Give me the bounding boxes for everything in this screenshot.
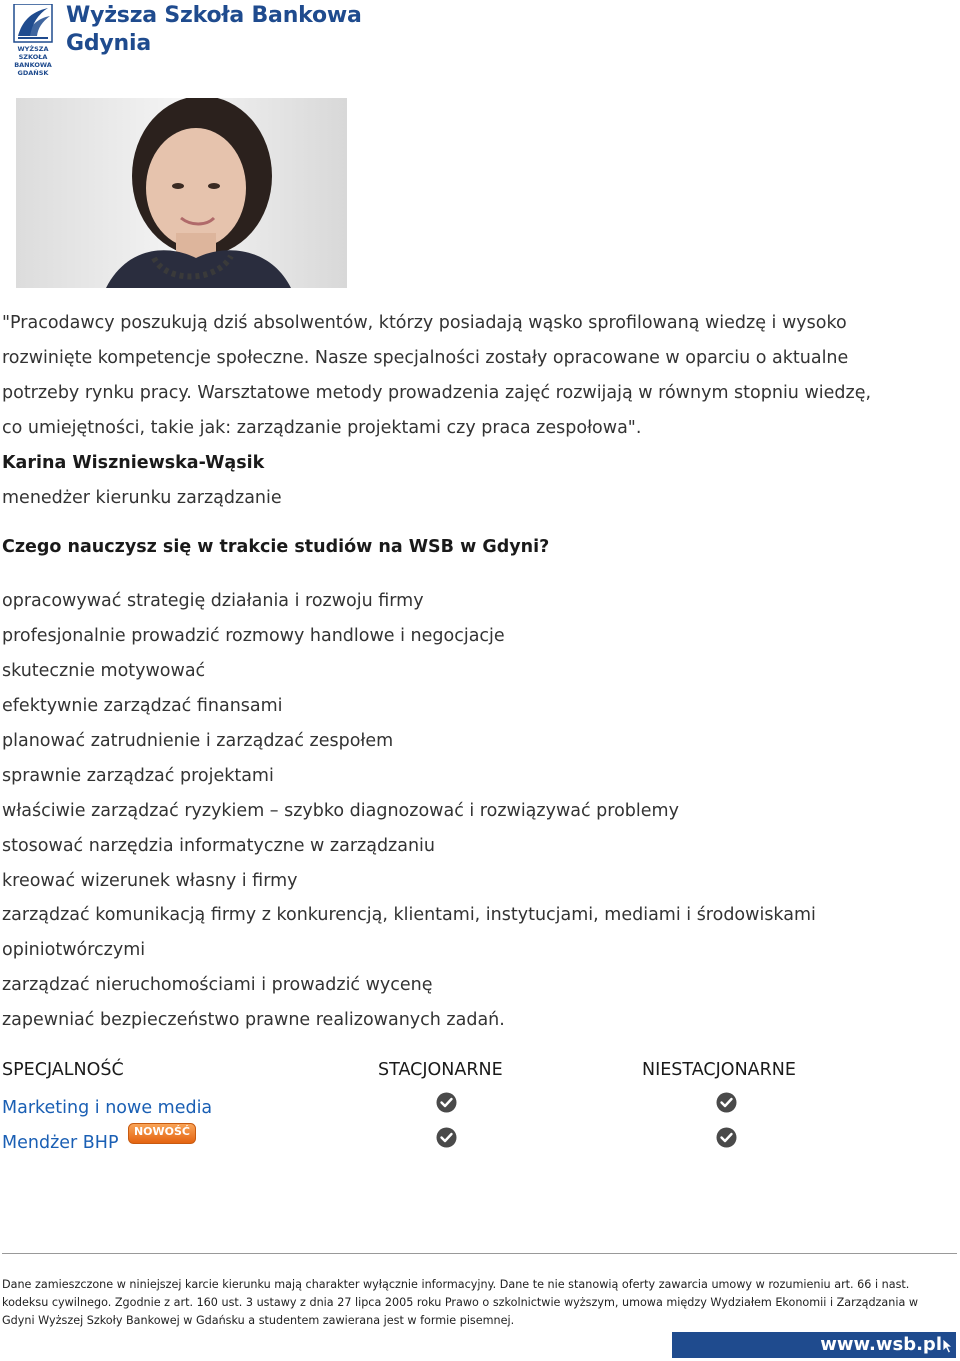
logo-small-line-2: BANKOWA	[14, 61, 52, 69]
quote-line-3: potrzeby rynku pracy. Warsztatowe metody prowadzenia zajęć rozwijają w równym stopniu wiedzę,	[2, 383, 872, 403]
skill-item: opracowywać strategię działania i rozwoju firmy	[2, 591, 424, 611]
skill-item: profesjonalnie prowadzić rozmowy handlowe i negocjacje	[2, 626, 505, 646]
skill-item: sprawnie zarządzać projektami	[2, 766, 274, 786]
wsb-logo-mark	[8, 4, 58, 77]
wsb-logo-title	[66, 2, 362, 58]
quote-author-role: menedżer kierunku zarządzanie	[2, 488, 282, 508]
quote-line-1: "Pracodawcy poszukują dziś absolwentów, którzy posiadają wąsko sprofilowaną wiedzę i wysoko	[2, 313, 847, 333]
skill-item: zarządzać komunikacją firmy z konkurencją, klientami, instytucjami, mediami i środowiskami	[2, 905, 816, 925]
footer-disclaimer-line-2: kodeksu cywilnego. Zgodnie z art. 160 ust. 3 ustawy z dnia 27 lipca 2005 roku Prawo o szkolnictwie wyższym, umowa między Wydziałem Ekonomii i Zarządzania w	[2, 1296, 919, 1309]
table-header-full-time: STACJONARNE	[378, 1060, 503, 1080]
specialization-link-marketing[interactable]: Marketing i nowe media	[2, 1098, 213, 1118]
table-header-specialization: SPECJALNOŚĆ	[2, 1060, 124, 1080]
new-badge	[128, 1123, 196, 1144]
skill-item: zapewniać bezpieczeństwo prawne realizowanych zadań.	[2, 1010, 505, 1030]
logo-title-line-1: Wyższa Szkoła Bankowa	[66, 3, 362, 28]
check-circle-icon	[716, 1092, 737, 1117]
section-heading: Czego nauczysz się w trakcie studiów na WSB w Gdyni?	[2, 537, 550, 557]
footer-disclaimer-line-1: Dane zamieszczone w niniejszej karcie kierunku mają charakter wyłącznie informacyjny. Dane te nie stanowią oferty zawarcia umowy w rozumieniu art. 66 i nast.	[2, 1278, 910, 1291]
pointer-cursor-icon	[942, 1338, 954, 1358]
check-circle-icon	[436, 1092, 457, 1117]
specialization-link-bhp[interactable]: Mendżer BHP	[2, 1133, 119, 1153]
skill-item: opiniotwórczymi	[2, 940, 146, 960]
check-circle-icon	[716, 1127, 737, 1152]
portrait-photo	[16, 98, 347, 288]
skill-item: zarządzać nieruchomościami i prowadzić wycenę	[2, 975, 433, 995]
quote-author: Karina Wiszniewska-Wąsik	[2, 453, 265, 473]
footer-disclaimer-line-3: Gdyni Wyższej Szkoły Bankowej w Gdańsku a studentem zawierana jest w formie pisemnej.	[2, 1314, 515, 1327]
logo-title-line-2: Gdynia	[66, 31, 151, 56]
skill-item: skutecznie motywować	[2, 661, 206, 681]
logo-small-line-1: WYŻSZA SZKOŁA	[17, 45, 49, 61]
footer-url-bar[interactable]	[672, 1332, 956, 1358]
new-badge-label: NOWOŚĆ	[133, 1125, 191, 1138]
quote-line-2: rozwinięte kompetencje społeczne. Nasze specjalności zostały opracowane w oparciu o aktualne	[2, 348, 849, 368]
footer-url[interactable]: www.wsb.pl	[820, 1334, 942, 1355]
logo-small-line-3: GDAŃSK	[17, 69, 49, 77]
quote-line-4: co umiejętności, takie jak: zarządzanie projektami czy praca zespołowa".	[2, 418, 642, 438]
skill-item: właściwie zarządzać ryzykiem – szybko diagnozować i rozwiązywać problemy	[2, 801, 679, 821]
check-circle-icon	[436, 1127, 457, 1152]
skill-item: efektywnie zarządzać finansami	[2, 696, 283, 716]
skill-item: stosować narzędzia informatyczne w zarządzaniu	[2, 836, 436, 856]
skill-item: planować zatrudnienie i zarządzać zespołem	[2, 731, 394, 751]
table-header-part-time: NIESTACJONARNE	[642, 1060, 796, 1080]
footer-divider	[2, 1253, 957, 1254]
skill-item: kreować wizerunek własny i firmy	[2, 871, 298, 891]
